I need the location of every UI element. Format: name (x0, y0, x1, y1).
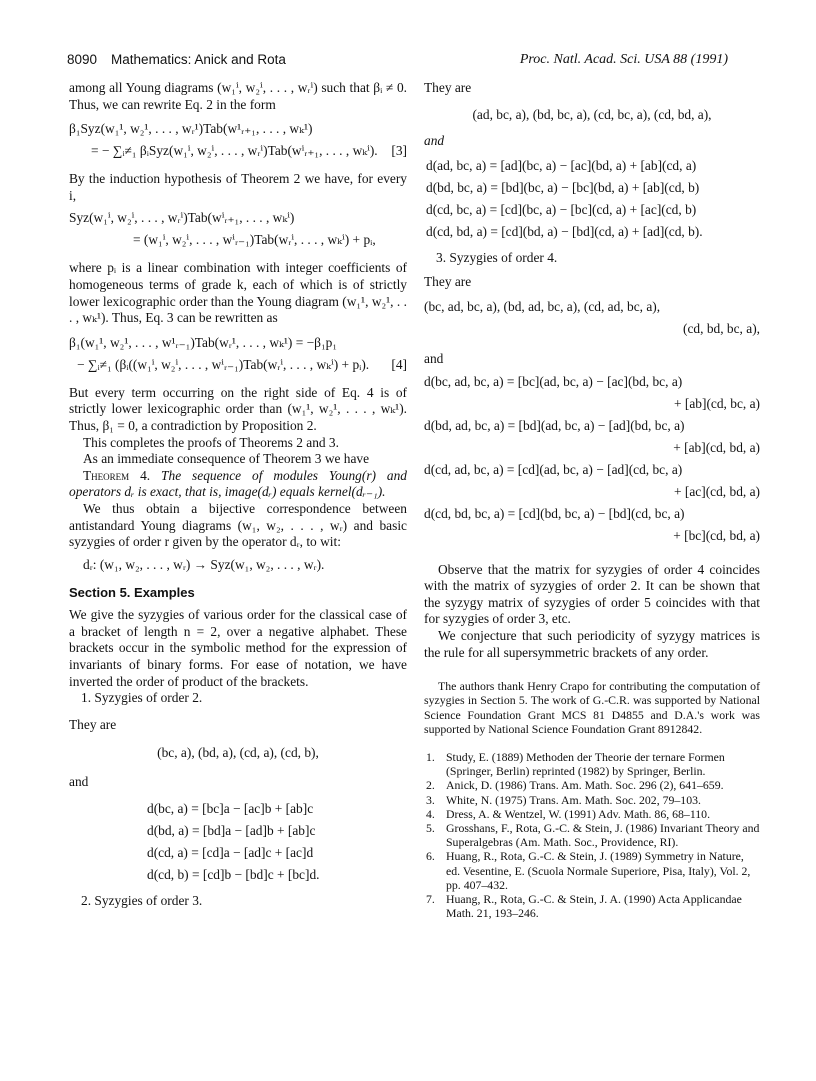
equation-continuation: + [ab](cd, bc, a) (674, 395, 760, 411)
equation-4-line-1: β₁(w₁¹, w₂¹, . . . , w¹ᵣ₋₁)Tab(wᵣ¹, . . . , wₖ¹) = −β₁p₁ (69, 334, 338, 350)
paragraph: As an immediate consequence of Theorem 3 we have (83, 451, 370, 467)
equation-map: dᵣ: (w₁, w₂, . . . , wᵣ) → Syz(w₁, w₂, . . . , wᵣ). (83, 556, 325, 572)
page-number: 8090 (67, 52, 98, 67)
equation-line: d(bd, bc, a) = [bd](bc, a) − [bc](bd, a) + [ab](cd, b) (426, 179, 700, 195)
reference-item: 5. Grosshans, F., Rota, G.-C. & Stein, J. (1986) Invariant Theory and Superalgebras (Am. Math. Soc., Providence, RI). (426, 820, 760, 850)
running-header-left (67, 52, 286, 67)
equation-induction-line-2: = (w₁ⁱ, w₂ⁱ, . . . , wⁱᵣ₋₁)Tab(wᵣⁱ, . . . , wₖⁱ) + pᵢ, (133, 232, 376, 248)
running-title: Mathematics: Anick and Rota (111, 52, 286, 67)
equation-line: d(cd, bd, bc, a) = [cd](bd, bc, a) − [bd](cd, bc, a) (424, 505, 685, 521)
journal-citation: Proc. Natl. Acad. Sci. USA 88 (1991) (519, 52, 728, 67)
equation-tag: [3] (391, 143, 407, 159)
equations-order-3 (424, 158, 760, 246)
paragraph: This completes the proofs of Theorems 2 and 3. (83, 434, 339, 450)
equation-line: d(bd, a) = [bd]a − [ad]b + [ab]c (147, 822, 316, 838)
syzygy-list-order-2: (bc, a), (bd, a), (cd, a), (cd, b), (157, 745, 319, 761)
left-column (69, 80, 407, 909)
list-item: 2. Syzygies of order 3. (81, 892, 203, 908)
equation-continuation: + [ab](cd, bd, a) (673, 439, 760, 455)
equation-line: d(cd, ad, bc, a) = [cd](ad, bc, a) − [ad](cd, bc, a) (424, 461, 683, 477)
reference-item: 1. Study, E. (1889) Methoden der Theorie der ternare Formen (Springer, Berlin) reprinted (1982) by Springer, Berlin. (426, 749, 725, 779)
equation-line: d(bc, ad, bc, a) = [bc](ad, bc, a) − [ac](bd, bc, a) (424, 373, 683, 389)
paragraph: among all Young diagrams (w₁ⁱ, w₂ⁱ, . . . , wᵣⁱ) such that βᵢ ≠ 0. Thus, we can rewrite Eq. 2 in the form (69, 80, 407, 112)
text-line: and (424, 350, 444, 366)
equation-line: d(ad, bc, a) = [ad](bc, a) − [ac](bd, a) + [ab](cd, a) (426, 157, 697, 173)
syzygy-list-order-4-line-1: (bc, ad, bc, a), (bd, ad, bc, a), (cd, ad, bc, a), (424, 298, 661, 314)
section-heading: Section 5. Examples (69, 584, 195, 600)
reference-item: 4. Dress, A. & Wentzel, W. (1991) Adv. Math. 86, 68–110. (426, 806, 711, 821)
references-list (424, 750, 760, 920)
paragraph: Observe that the matrix for syzygies of order 4 coincides with the matrix of syzygies of order 2. It can be shown that the syzygy matrix of syzygies of order 5 coincides with that for syzygies of order 3, etc. (424, 561, 760, 627)
theorem-label: Theorem 4. (83, 467, 151, 483)
equation-continuation: + [ac](cd, bd, a) (674, 483, 760, 499)
reference-item: 6. Huang, R., Rota, G.-C. & Stein, J. (1989) Symmetry in Nature, ed. Vesentine, E. (Scuola Normale Superiore, Pisa, Italy), Vol. 2, pp. 407–432. (426, 849, 751, 892)
equation-continuation: + [bc](cd, bd, a) (673, 527, 760, 543)
theorem-text: The sequence of modules Young(r) and operators dᵣ is exact, that is, image(dᵣ) equals kernel(dᵣ₋₁). (69, 467, 407, 500)
equation-line: d(cd, bd, a) = [cd](bd, a) − [bd](cd, a) + [ad](cd, b). (426, 223, 703, 239)
paragraph: We conjecture that such periodicity of syzygy matrices is the rule for all supersymmetric brackets of any order. (424, 627, 760, 660)
equation-line: d(cd, bc, a) = [cd](bc, a) − [bc](cd, a) + [ac](cd, b) (426, 201, 697, 217)
text-line: They are (424, 274, 472, 290)
equations-order-4 (424, 374, 760, 550)
list-item: 1. Syzygies of order 2. (81, 690, 203, 706)
text-line: and (69, 774, 89, 790)
syzygy-list-order-4-line-2: (cd, bd, bc, a), (683, 320, 760, 336)
text-line: They are (69, 716, 117, 732)
equation-line: d(bd, ad, bc, a) = [bd](ad, bc, a) − [ad](bd, bc, a) (424, 417, 685, 433)
paragraph: By the induction hypothesis of Theorem 2 we have, for every i, (69, 171, 407, 203)
reference-item: 7. Huang, R., Rota, G.-C. & Stein, J. A. (1990) Acta Applicandae Math. 21, 193–246. (426, 891, 742, 921)
equation-line: d(cd, b) = [cd]b − [bd]c + [bc]d. (147, 866, 320, 882)
reference-item: 3. White, N. (1975) Trans. Am. Math. Soc. 202, 79–103. (426, 792, 701, 807)
equation-induction-line-1: Syz(w₁ⁱ, w₂ⁱ, . . . , wᵣⁱ)Tab(wⁱᵣ₊₁, . . . , wₖⁱ) (69, 210, 295, 226)
equation-line: d(bc, a) = [bc]a − [ac]b + [ab]c (147, 800, 314, 816)
equation-4-line-2: − ∑ᵢ≠₁ (βᵢ((w₁ⁱ, w₂ⁱ, . . . , wⁱᵣ₋₁)Tab(wᵣⁱ, . . . , wₖⁱ) + pᵢ). [4] (77, 356, 407, 372)
paragraph: We give the syzygies of various order for the classical case of a bracket of length n = 2, over a negative alphabet. These brackets occur in the symbolic method for the expression of invariants of binary forms. For ease of notation, we have inverted the order of product of the brackets. (69, 607, 407, 689)
equation-3-line-2: = − ∑ᵢ≠₁ βᵢSyz(w₁ⁱ, w₂ⁱ, . . . , wᵣⁱ)Tab(wⁱᵣ₊₁, . . . , wₖⁱ). [3] (91, 143, 407, 159)
equation-tag: [4] (391, 356, 407, 372)
acknowledgments: The authors thank Henry Crapo for contributing the computation of syzygies in Section 5. The work of G.-C.R. was supported by National Science Foundation Grant MCS 81 D4855 and D.A.'s work was supported by National Science Foundation Grant 8912842. (424, 679, 760, 736)
text-line: and (424, 133, 445, 149)
reference-item: 2. Anick, D. (1986) Trans. Am. Math. Soc. 296 (2), 641–659. (426, 778, 724, 793)
paragraph: We thus obtain a bijective correspondence between antistandard Young diagrams (w₁, w₂, . . . , wᵣ) and basic syzygies of order r given by the operator dᵣ, to wit: (69, 500, 407, 550)
syzygy-list-order-3: (ad, bc, a), (bd, bc, a), (cd, bc, a), (cd, bd, a), (472, 106, 712, 122)
equation-line: d(cd, a) = [cd]a − [ad]c + [ac]d (147, 844, 314, 860)
equations-order-2 (69, 801, 407, 889)
paragraph: But every term occurring on the right side of Eq. 4 is of strictly lower lexicographic order than (w₁¹, w₂¹, . . . , wₖ¹). Thus, β₁ = 0, a contradiction by Proposition 2. (69, 384, 407, 433)
theorem-4 (69, 468, 407, 501)
text-line: They are (424, 80, 472, 95)
right-column (424, 80, 760, 920)
equation-3-line-1: β₁Syz(w₁¹, w₂¹, . . . , wᵣ¹)Tab(w¹ᵣ₊₁, . . . , wₖ¹) (69, 121, 313, 137)
paragraph: where pᵢ is a linear combination with integer coefficients of homogeneous terms of grade k, each of which is of strictly lower lexicographic order than the Young diagram (w₁¹, w₂¹, . . . , wₖ¹). Thus, Eq. 3 can be rewritten as (69, 260, 407, 326)
list-item: 3. Syzygies of order 4. (436, 249, 558, 265)
